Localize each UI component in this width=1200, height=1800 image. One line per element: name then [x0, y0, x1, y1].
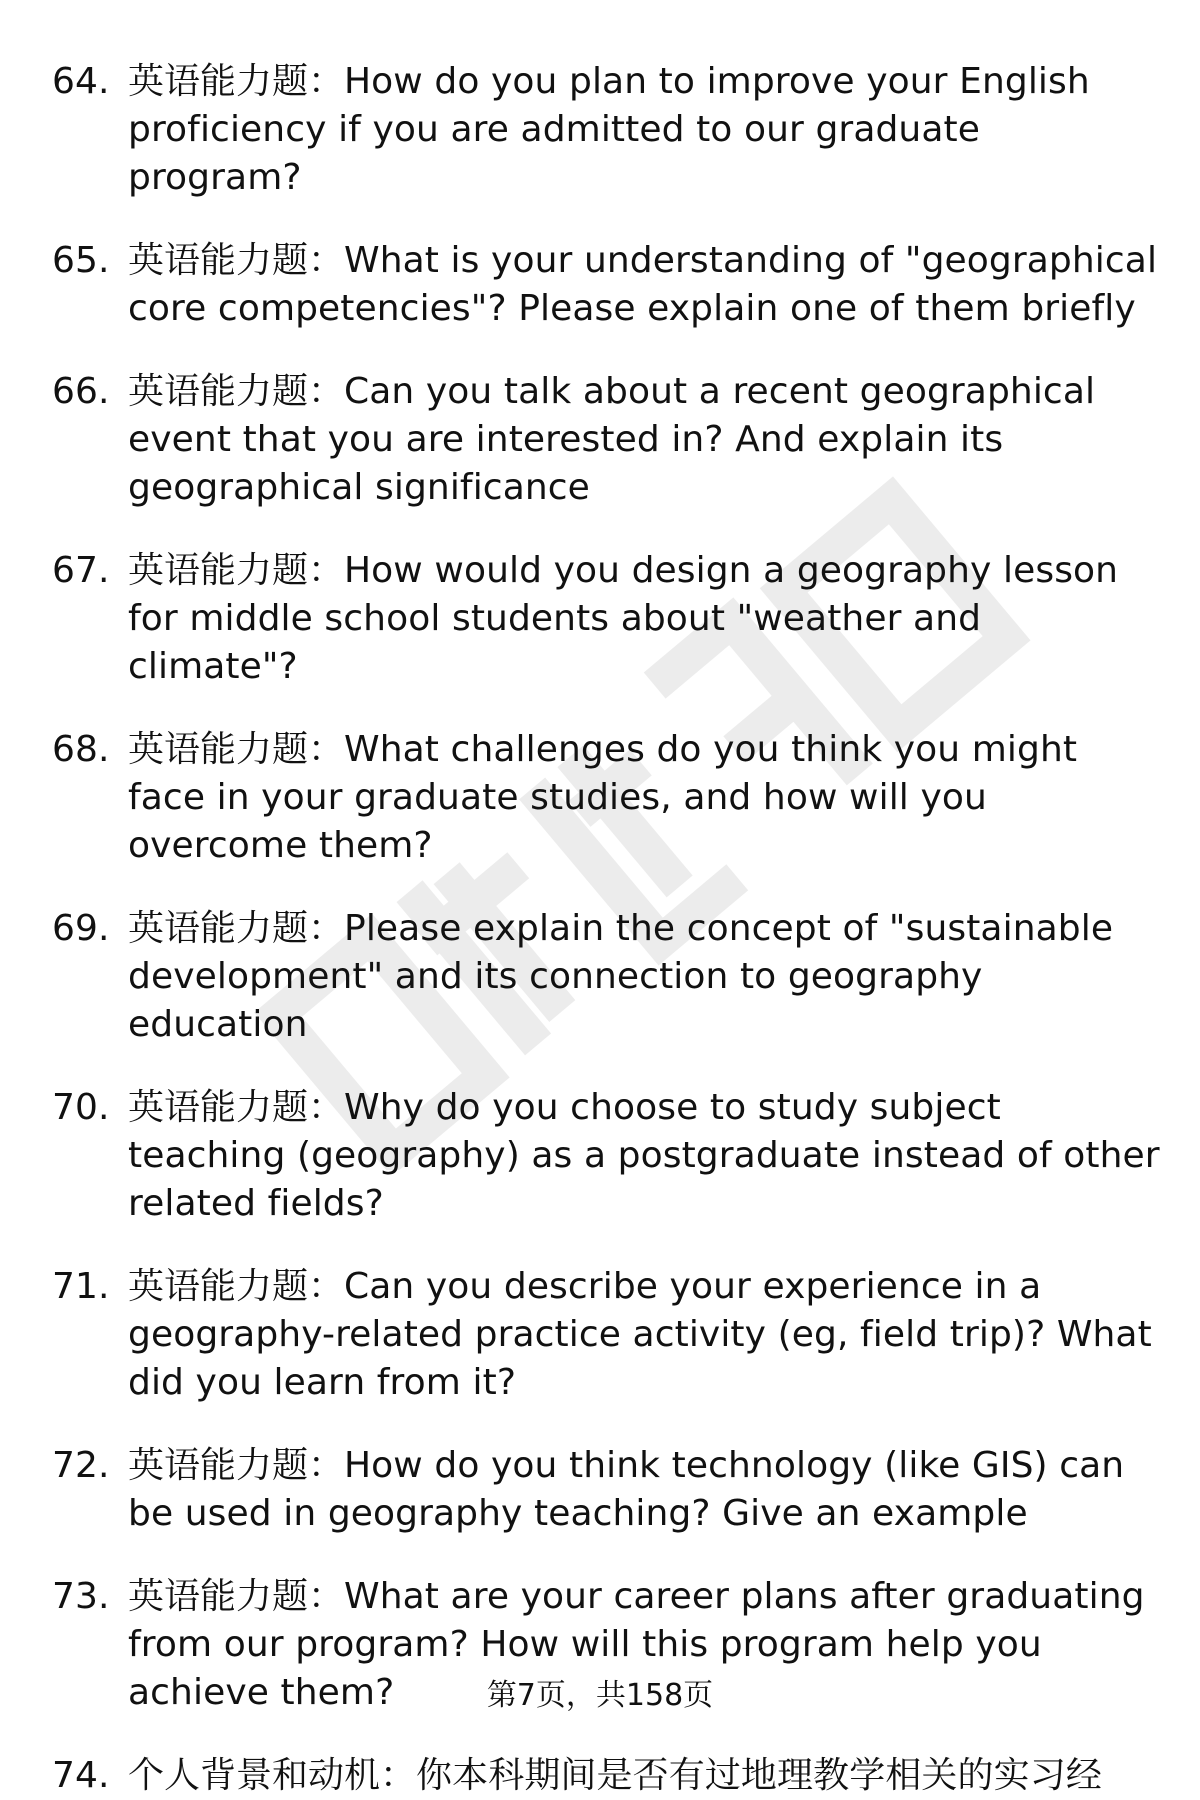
question-category: 英语能力题： — [128, 240, 345, 281]
question-category: 英语能力题： — [128, 371, 345, 412]
question-item — [52, 1442, 1162, 1538]
question-number: 71. — [52, 1266, 110, 1307]
question-category: 英语能力题： — [128, 1576, 345, 1617]
question-number: 72. — [52, 1445, 110, 1486]
question-text: How do you plan to improve your English proficiency if you are admitted to our graduate program? — [128, 61, 1090, 198]
question-category: 英语能力题： — [128, 1087, 345, 1128]
question-item — [52, 368, 1162, 512]
question-category: 个人背景和动机： — [128, 1755, 417, 1796]
question-text: What are your career plans after graduating from our program? How will this program help you achieve them? — [128, 1576, 1145, 1713]
question-number: 73. — [52, 1576, 110, 1617]
question-number: 74. — [52, 1755, 110, 1796]
question-text: What challenges do you think you might face in your graduate studies, and how will you overcome them? — [128, 729, 1078, 866]
question-number: 66. — [52, 371, 110, 412]
question-list — [52, 58, 1162, 1800]
question-category: 英语能力题： — [128, 729, 345, 770]
question-category: 英语能力题： — [128, 1266, 345, 1307]
question-item — [52, 547, 1162, 691]
question-number: 67. — [52, 550, 110, 591]
question-text: How would you design a geography lesson for middle school students about "weather and climate"? — [128, 550, 1119, 687]
question-text: Can you describe your experience in a geography-related practice activity (eg, field trip)? What did you learn from it? — [128, 1266, 1152, 1403]
question-category: 英语能力题： — [128, 908, 345, 949]
question-text: Can you talk about a recent geographical event that you are interested in? And explain its geographical significance — [128, 371, 1096, 508]
question-number: 68. — [52, 729, 110, 770]
question-text: How do you think technology (like GIS) can be used in geography teaching? Give an example — [128, 1445, 1125, 1534]
question-item — [52, 1752, 1162, 1800]
question-text: Why do you choose to study subject teaching (geography) as a postgraduate instead of other related fields? — [128, 1087, 1160, 1224]
question-item — [52, 58, 1162, 202]
page-footer: 第7页，共158页 — [486, 1678, 714, 1713]
question-category: 英语能力题： — [128, 61, 345, 102]
question-text: What is your understanding of "geographical core competencies"? Please explain one of them briefly — [128, 240, 1158, 329]
question-number: 64. — [52, 61, 110, 102]
question-item — [52, 1263, 1162, 1407]
question-text: Please explain the concept of "sustainable development" and its connection to geography education — [128, 908, 1114, 1045]
question-category: 英语能力题： — [128, 1445, 345, 1486]
question-number: 69. — [52, 908, 110, 949]
question-item — [52, 1084, 1162, 1228]
question-item — [52, 905, 1162, 1049]
question-text: 你本科期间是否有过地理教学相关的实习经 — [416, 1755, 1102, 1796]
question-number: 70. — [52, 1087, 110, 1128]
question-number: 65. — [52, 240, 110, 281]
question-category: 英语能力题： — [128, 550, 345, 591]
question-item — [52, 237, 1162, 333]
question-item — [52, 726, 1162, 870]
